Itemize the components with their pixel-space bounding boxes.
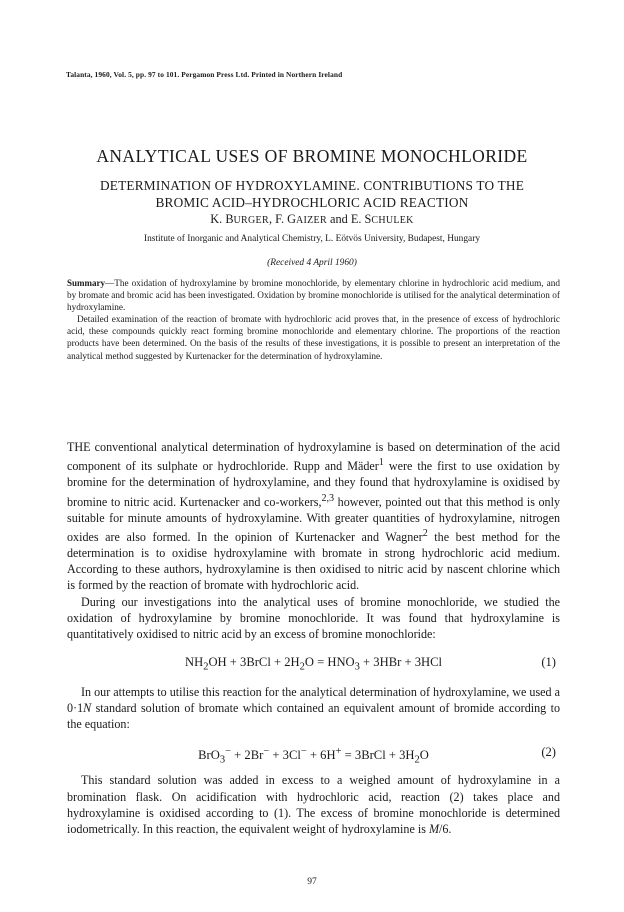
equation-1 [67, 650, 560, 674]
body-text: In our attempts to utilise this reaction for the analytical determination of hydroxylamine, we used a 0·1 [67, 684, 560, 716]
author-1-initial: K. B [210, 212, 234, 226]
reference-marker: 2 [422, 527, 428, 539]
author-affiliation: Institute of Inorganic and Analytical Chemistry, L. Eötvös University, Budapest, Hungary [143, 234, 481, 244]
author-2-surname: AIZER [295, 215, 327, 226]
author-1-surname: URGER [233, 215, 269, 226]
equation-1-expression: $NH_2OH$ + 3BrCl + $2H_2O = HNO_3 + 3HBr + 3HCl$ [185, 654, 442, 673]
subtitle-line-1: DETERMINATION OF HYDROXYLAMINE. CONTRIBUTIONS TO THE [99, 178, 525, 193]
body-text: /6. [439, 821, 452, 836]
normality-symbol: N [83, 701, 92, 716]
page-number: 97 [307, 877, 317, 887]
body-paragraph-2: During our investigations into the analytical uses of bromine monochloride, we studied the oxidation of hydroxylamine by bromine monochloride. It was found that hydroxylamine is quantitatively oxidised to nitric acid by an excess of bromine monochloride: [67, 594, 560, 641]
author-3-surname: CHULEK [371, 215, 414, 226]
subtitle-line-2: BROMIC ACID–HYDROCHLORIC ACID REACTION [155, 195, 469, 210]
body-paragraph-4 [67, 772, 560, 837]
body-text: were the first to use oxidation by bromine for the determination of hydroxylamine, and they found that hydroxylamine is oxidised by bromine to nitric acid. Kurtenacker and co-workers, [67, 459, 560, 509]
body-text: however, pointed out that this method is only suitable for minute amounts of hydroxylamine. With greater quantities of hydroxylamine, nitrogen oxides are also formed. In the opinion of Kurtenacker and Wagner [67, 494, 560, 544]
article-subtitle [40, 177, 584, 211]
body-text: the best method for the determination is to oxidise hydroxylamine with bromate in strong hydrochloric acid medium. According to these authors, hydroxylamine is then oxidised to nitric acid by nascent chlorine which is formed by the reaction of bromate with hydrochloric acid. [67, 529, 561, 593]
body-text: This standard solution was added in excess to a weighed amount of hydroxylamine in a bromination flask. On acidification with hydrochloric acid, reaction (2) takes place and hydroxylamine is oxidised according to (1). The excess of bromine monochloride is determined iodometrically. In this reaction, the equivalent weight of hydroxylamine is [67, 773, 560, 836]
body-text: standard solution of bromate which contained an equivalent amount of bromide according to the equation: [67, 701, 560, 732]
reference-marker: 2,3 [321, 492, 335, 504]
molar-mass-symbol: M [428, 821, 440, 836]
equation-2 [67, 740, 560, 767]
abstract-paragraph-1 [67, 277, 560, 314]
abstract [67, 277, 560, 363]
journal-header: Talanta, 1960, Vol. 5, pp. 97 to 101. Pergamon Press Ltd. Printed in Northern Ireland [66, 70, 343, 79]
equation-2-expression: BrO$_3$− + 2Br− + 3Cl− + 6H+ = 3BrCl + $3H_2O$ [198, 746, 429, 767]
body-run-in: THE [67, 440, 91, 454]
body-text: conventional analytical determination of hydroxylamine is based on determination of the acid component of its sulphate or hydrochloride. Rupp and Mäder [67, 440, 560, 474]
body-paragraph-3 [67, 684, 560, 732]
equation-2-number: (2) [541, 745, 556, 760]
received-date: (Received 4 April 1960) [267, 258, 357, 268]
abstract-text-1: —The oxidation of hydroxylamine by bromine monochloride, by elementary chlorine in hydrochloric acid medium, and by bromate and bromic acid has been investigated. Oxidation by bromine monochloride is utilised for the analytical determination of hydroxylamine. [67, 279, 560, 314]
abstract-paragraph-2: Detailed examination of the reaction of bromate with hydrochloric acid proves that, in the presence of excess of hydrochloric acid, these compounds quickly react forming bromine monochloride and elementary chlorine. The proportions of the reaction products have been determined. On the basis of the results of these investigations, it is possible to present an interpretation of the analytical method suggested by Kurtenacker for the determination of hydroxylamine. [67, 315, 560, 362]
reference-marker: 1 [378, 457, 384, 469]
article-body [67, 439, 560, 837]
article-title: ANALYTICAL USES OF BROMINE MONOCHLORIDE [96, 146, 528, 166]
author-separator-1: , F. G [268, 212, 296, 226]
author-separator-2: and E. S [326, 212, 372, 226]
equation-1-number: (1) [541, 654, 556, 669]
abstract-label: Summary [67, 278, 105, 288]
author-list [0, 212, 624, 227]
body-paragraph-1 [67, 439, 560, 594]
